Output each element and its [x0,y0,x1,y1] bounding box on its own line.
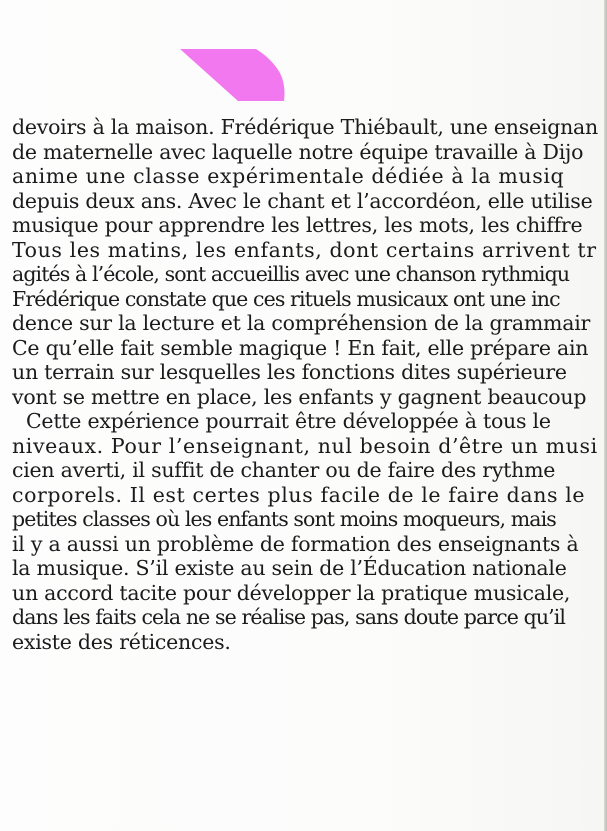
text-line: un terrain sur lesquelles les fonctions dites supérieure [12,360,567,384]
text-line: corporels. Il est certes plus facile de le faire dans le [12,482,586,507]
text-line: un accord tacite pour développer la pratique musicale, [12,580,571,605]
text-line: la musique. S’il existe au sein de l’Éducation nationale [12,556,567,580]
text-line: musique pour apprendre les lettres, les mots, les chiffre [12,213,583,237]
text-line: Ce qu’elle fait semble magique ! En fait, elle prépare ain [12,335,589,360]
text-line: vont se mettre en place, les enfants y gagnent beaucoup [12,384,587,409]
text-line: Tous les matins, les enfants, dont certains arrivent tr [12,237,597,262]
text-line: existe des réticences. [12,629,231,654]
text-line: anime une classe expérimentale dédiée à la musiq [12,164,565,188]
pink-highlighter-mark [180,49,286,101]
paragraph-2 [12,409,607,654]
text-line: agités à l’école, sont accueillis avec une chanson rythmiqu [12,262,570,286]
text-line: devoirs à la maison. Frédérique Thiébault, une enseignan [12,115,598,139]
text-line: depuis deux ans. Avec le chant et l’accordéon, elle utilise [12,188,593,213]
paragraph-1 [12,115,607,409]
article-text [12,115,607,654]
text-line: petites classes où les enfants sont moins moqueurs, mais [12,507,556,531]
text-line: niveaux. Pour l’enseignant, nul besoin d’être un musi [12,433,598,458]
text-line: de maternelle avec laquelle notre équipe travaille à Dijo [12,139,584,164]
text-line: dans les faits cela ne se réalise pas, sans doute parce qu’il [12,605,566,629]
text-line: dence sur la lecture et la compréhension de la grammair [12,311,591,335]
text-line: cien averti, il suffit de chanter ou de faire des rythme [12,458,556,482]
text-line: Cette expérience pourrait être développée à tous le [26,409,551,433]
text-line: Frédérique constate que ces rituels musicaux ont une inc [12,286,560,311]
text-line: il y a aussi un problème de formation des enseignants à [12,531,579,556]
